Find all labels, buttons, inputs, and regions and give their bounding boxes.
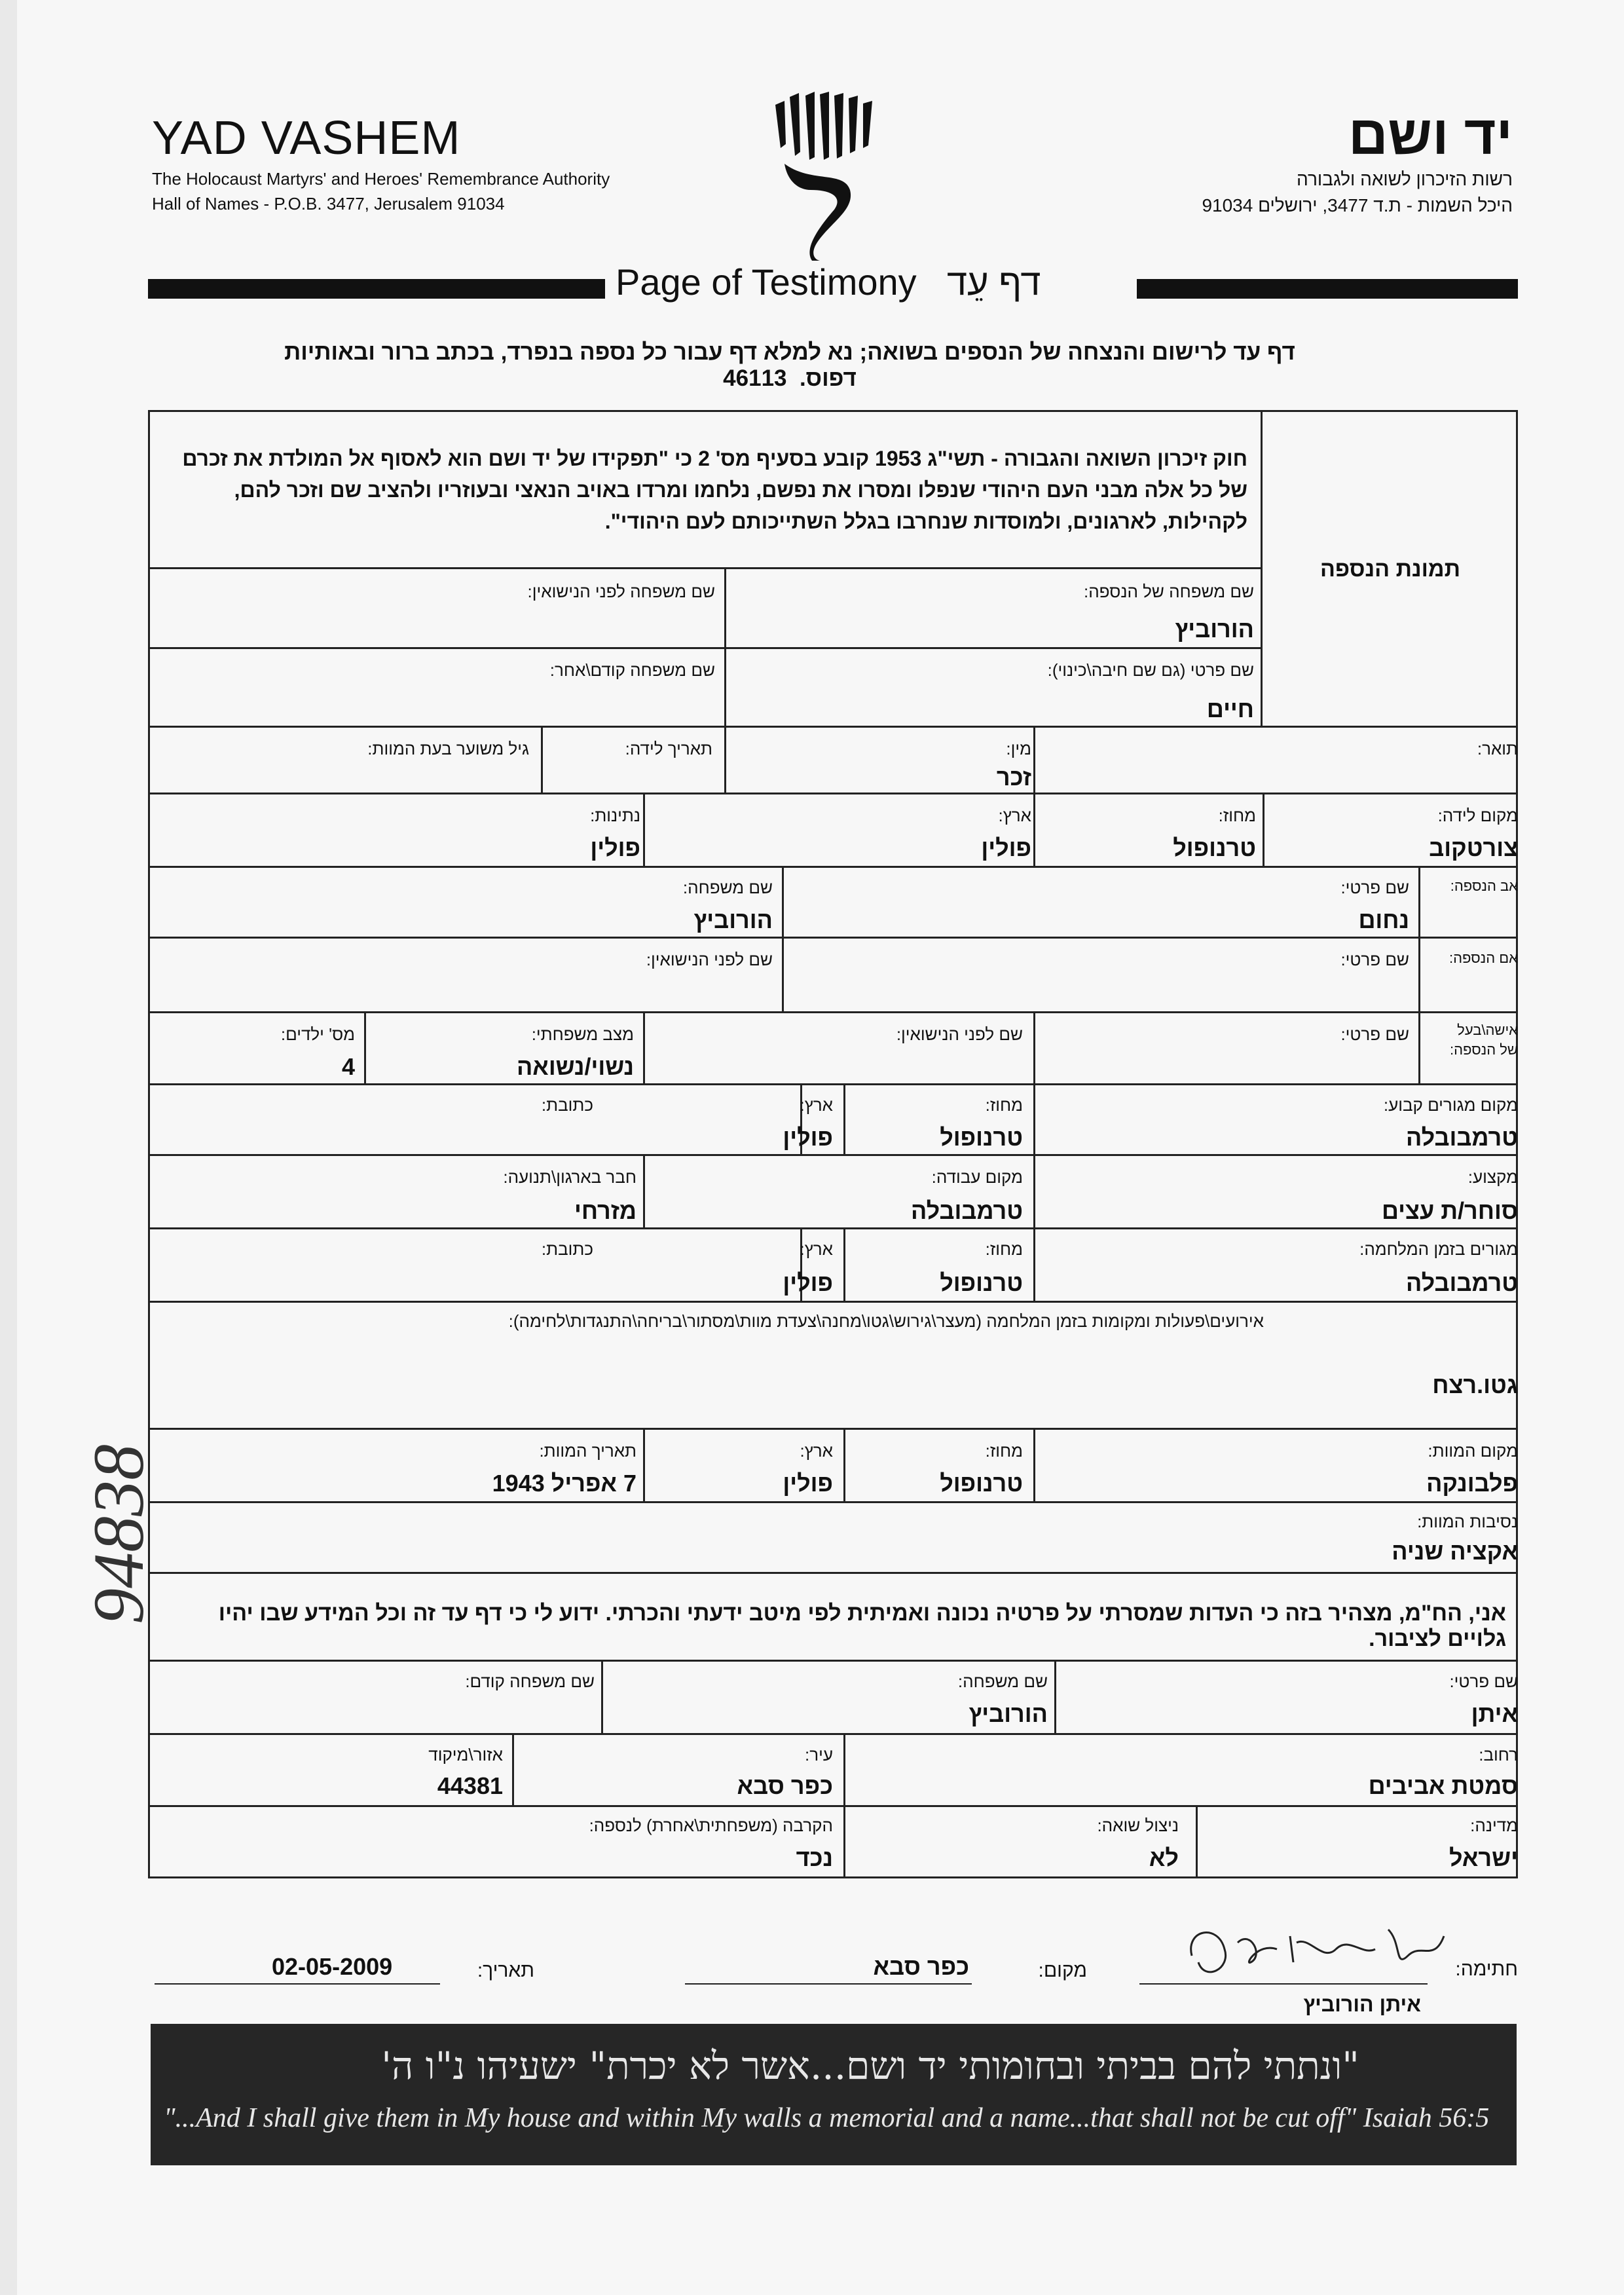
death-date-label: תאריך המוות:: [539, 1441, 637, 1461]
col-line: [643, 1011, 645, 1085]
mother-maiden-label: שם לפני הנישואין:: [646, 950, 773, 969]
zip-label: אזור\מיקוד: [428, 1745, 503, 1764]
membership-label: חבר בארגון\תנועה:: [503, 1167, 637, 1187]
col-line: [843, 1227, 845, 1302]
col-line: [724, 726, 726, 794]
col-line: [1054, 1660, 1056, 1734]
father-surname-label: שם משפחה:: [682, 878, 773, 897]
archive-number: 94838: [79, 1444, 158, 1624]
residence-label: מקום מגורים קבוע:: [1383, 1095, 1518, 1115]
spouse-maiden-label: שם לפני הנישואין:: [896, 1024, 1023, 1044]
events-label: אירועים\פעולות ומקומות בזמן המלחמה (מעצר\גירוש\גטו\מחנה\צעדת מוות\מסתור\בריחה\התנגדות\לחימה):: [508, 1311, 1264, 1331]
residence-address-label: כתובת:: [541, 1095, 593, 1115]
birth-country[interactable]: פולין: [981, 834, 1031, 861]
place-line: [685, 1983, 972, 1985]
marital-status-label: מצב משפחתי:: [531, 1024, 634, 1044]
father-row-label: אב הנספה:: [1450, 878, 1518, 894]
gender-label: מין:: [1006, 739, 1031, 758]
row-line: [148, 1227, 1518, 1229]
submitter-surname-label: שם משפחה:: [957, 1671, 1048, 1691]
yad-vashem-logo: [771, 92, 876, 262]
victim-first-label: שם פרטי (גם שם חיבה\כינוי):: [1047, 660, 1254, 680]
wartime-residence[interactable]: טרמבובלה: [1406, 1269, 1518, 1296]
title-label: תואר:: [1477, 739, 1518, 758]
row-line: [148, 1733, 1518, 1735]
declaration: אני, הח"מ, מצהיר בזה כי העדות שמסרתי על פרטיה נכונה ואמיתית לפי מיטב ידעתי והכרתי. ידוע לי כי דף עד זה וכל המידע שבו יהיו גלויים לציבור.: [218, 1601, 1506, 1651]
row-line: [148, 866, 1518, 868]
submitter-prev-surname-label: שם משפחה קודם:: [465, 1671, 595, 1691]
org-name-he: יד ושם: [1348, 104, 1513, 166]
street[interactable]: סמטת אביבים: [1368, 1772, 1518, 1799]
victim-surname[interactable]: הורוביץ: [1175, 616, 1254, 643]
submitter-surname[interactable]: הורוביץ: [969, 1700, 1048, 1727]
col-line: [843, 1805, 845, 1878]
row-line: [148, 567, 1261, 569]
father-first-name[interactable]: נחום: [1358, 906, 1409, 933]
quote-hebrew: "ונתתי להם בביתי ובחומותי יד ושם...אשר לא יכרת" ישעיהו נ"ו ה': [381, 2043, 1359, 2088]
death-place[interactable]: פלבונקה: [1426, 1470, 1518, 1497]
photo-label: תמונת הנספה: [1320, 557, 1460, 582]
submitter-first-label: שם פרטי:: [1449, 1671, 1518, 1691]
wartime-address-label: כתובת:: [541, 1239, 593, 1259]
place-label: מקום:: [1038, 1960, 1087, 1981]
row-line: [148, 937, 1518, 939]
photo-divider: [1261, 410, 1263, 727]
death-circumstances[interactable]: אקציה שניה: [1392, 1538, 1518, 1565]
wartime-country-label: ארץ:: [800, 1239, 833, 1259]
victim-gender[interactable]: זכר: [996, 764, 1031, 791]
relation[interactable]: נכד: [796, 1844, 833, 1871]
death-date[interactable]: 7 אפריל 1943: [492, 1470, 637, 1497]
photo-area[interactable]: [1264, 413, 1517, 724]
death-district[interactable]: טרנופול: [940, 1470, 1023, 1497]
residence-country[interactable]: פולין: [783, 1124, 833, 1151]
victim-prev-surname-label: שם משפחה קודם\אחר:: [549, 660, 715, 680]
birthplace-label: מקום לידה:: [1437, 806, 1518, 825]
row-line: [148, 726, 1518, 728]
membership[interactable]: מזרחי: [574, 1197, 637, 1224]
wartime-residence-label: מגורים בזמן המלחמה:: [1359, 1239, 1518, 1259]
city[interactable]: כפר סבא: [737, 1772, 833, 1799]
col-line: [601, 1660, 603, 1734]
residence[interactable]: טרמבובלה: [1406, 1124, 1518, 1151]
profession[interactable]: סוחר/ת עצים: [1381, 1197, 1518, 1224]
row-line: [148, 647, 1261, 649]
birth-district[interactable]: טרנופול: [1173, 834, 1256, 861]
signature-line: [1139, 1983, 1428, 1985]
marital-status[interactable]: נשוי/נשואה: [516, 1053, 634, 1080]
signature-date[interactable]: 02-05-2009: [272, 1953, 393, 1980]
wartime-district[interactable]: טרנופול: [940, 1269, 1023, 1296]
signature-label: חתימה:: [1455, 1958, 1518, 1980]
city-label: עיר:: [805, 1745, 833, 1764]
row-line: [148, 1428, 1518, 1430]
submitter-first-name[interactable]: איתן: [1471, 1700, 1518, 1727]
relation-label: הקרבה (משפחתית\אחרת) לנספה:: [589, 1816, 833, 1835]
wartime-country[interactable]: פולין: [783, 1269, 833, 1296]
date-line: [155, 1983, 440, 1985]
col-line: [843, 1733, 845, 1806]
col-line: [364, 1011, 366, 1085]
row-line: [148, 1011, 1518, 1013]
instructions: דף עד לרישום והנצחה של הנספים בשואה; נא למלא דף עבור כל נספה בנפרד, בכתב ברור ובאותיות דפוס. 46113: [284, 339, 1295, 391]
row-line: [148, 1301, 1518, 1303]
org-subtitle-en: The Holocaust Martyrs' and Heroes' Remembrance Authority: [152, 169, 610, 189]
page-title-en: Page of Testimony: [616, 261, 917, 303]
col-line: [843, 1428, 845, 1502]
col-line: [541, 726, 543, 794]
col-line: [1033, 726, 1035, 794]
survivor-label: ניצול שואה:: [1097, 1816, 1179, 1835]
form-number: 46113: [723, 365, 787, 391]
mother-row-label: אם הנספה:: [1449, 950, 1518, 966]
col-line: [724, 567, 726, 727]
signature-place[interactable]: כפר סבא: [873, 1953, 969, 1980]
nationality-label: נתינות:: [590, 806, 640, 825]
birth-district-label: מחוז:: [1218, 806, 1256, 825]
survivor[interactable]: לא: [1149, 1844, 1179, 1871]
wartime-district-label: מחוז:: [985, 1239, 1023, 1259]
spouse-first-label: שם פרטי:: [1340, 1024, 1409, 1044]
residence-district[interactable]: טרנופול: [940, 1124, 1023, 1151]
workplace[interactable]: טרמבובלה: [911, 1197, 1023, 1224]
col-line: [1196, 1805, 1198, 1878]
quote-english: "...And I shall give them in My house and within My walls a memorial and a name...that shall not be cut off" Isaiah 56:5: [164, 2103, 1490, 2133]
col-line: [843, 1083, 845, 1155]
children-label: מס' ילדים:: [280, 1024, 355, 1044]
scan-edge: [0, 0, 17, 2295]
birth-date-label: תאריך לידה:: [625, 739, 712, 758]
col-line: [1033, 793, 1035, 867]
victim-first-name[interactable]: חיים: [1206, 696, 1254, 722]
country-label: מדינה:: [1470, 1816, 1518, 1835]
col-line: [1263, 793, 1264, 867]
col-line: [782, 866, 784, 1011]
death-place-label: מקום המוות:: [1428, 1441, 1518, 1461]
org-address-he: היכל השמות - ת.ד 3477, ירושלים 91034: [1202, 195, 1513, 215]
birth-country-label: ארץ:: [998, 806, 1031, 825]
nationality[interactable]: פולין: [590, 834, 640, 861]
death-country[interactable]: פולין: [783, 1470, 833, 1497]
zip[interactable]: 44381: [437, 1772, 503, 1799]
victim-surname-label: שם משפחה של הנספה:: [1083, 582, 1254, 601]
page-title-he: דף עֵד: [947, 261, 1041, 303]
org-address-en: Hall of Names - P.O.B. 3477, Jerusalem 91034: [152, 194, 505, 214]
age-label: גיל משוער בעת המוות:: [367, 739, 529, 758]
row-line: [148, 1805, 1518, 1807]
victim-maiden-label: שם משפחה לפני הנישואין:: [527, 582, 715, 601]
col-line: [1418, 866, 1420, 1085]
residence-district-label: מחוז:: [985, 1095, 1023, 1115]
workplace-label: מקום עבודה:: [931, 1167, 1023, 1187]
father-first-label: שם פרטי:: [1340, 878, 1409, 897]
signer-name: איתן הורוביץ: [1303, 1992, 1421, 2016]
row-line: [148, 1083, 1518, 1085]
spouse-row-label-2: של הנספה:: [1449, 1041, 1518, 1058]
mother-first-label: שם פרטי:: [1340, 950, 1409, 969]
residence-country-label: ארץ:: [800, 1095, 833, 1115]
org-subtitle-he: רשות הזיכרון לשואה ולגבורה: [1297, 169, 1513, 189]
handwritten-signature: [1179, 1916, 1454, 1988]
row-line: [148, 1501, 1518, 1503]
row-line: [148, 1660, 1518, 1662]
row-line: [148, 793, 1518, 794]
col-line: [643, 1154, 645, 1229]
law-text: חוק זיכרון השואה והגבורה - תשי"ג 1953 קובע בסעיף מס' 2 כי "תפקידו של יד ושם הוא לאסוף אל המולדת את זכרם של כל אלה מבני העם היהודי שנפלו ומסרו את נפשם, נלחמו ומרדו באויב הנאצי ובעוזריו ולהציב שם וזכר להם, לקהילות, לארגונים, ולמוסדות שנחרבו בגלל השתייכותם לעם היהודי".: [182, 447, 1247, 533]
col-line: [512, 1733, 514, 1806]
col-line: [1033, 1154, 1035, 1229]
col-line: [1033, 1011, 1035, 1085]
street-label: רחוב:: [1479, 1745, 1518, 1764]
col-line: [643, 1428, 645, 1502]
col-line: [1033, 1083, 1035, 1155]
country[interactable]: ישראל: [1449, 1844, 1518, 1871]
profession-label: מקצוע:: [1467, 1167, 1518, 1187]
header-bar-left: [148, 279, 605, 299]
death-circumstances-label: נסיבות המוות:: [1417, 1512, 1518, 1531]
col-line: [1033, 1227, 1035, 1302]
death-country-label: ארץ:: [800, 1441, 833, 1461]
row-line: [148, 1154, 1518, 1156]
col-line: [643, 793, 645, 867]
date-label: תאריך:: [477, 1960, 534, 1981]
col-line: [1033, 1428, 1035, 1502]
death-district-label: מחוז:: [985, 1441, 1023, 1461]
org-name-en: YAD VASHEM: [152, 112, 461, 164]
father-surname[interactable]: הורוביץ: [693, 906, 773, 933]
header-bar-right: [1137, 279, 1518, 299]
row-line: [148, 1572, 1518, 1574]
quote-banner: [151, 2024, 1517, 2165]
spouse-row-label: אישה\בעל: [1457, 1022, 1518, 1038]
children-count[interactable]: 4: [341, 1053, 355, 1080]
birthplace[interactable]: צורטקוב: [1429, 834, 1518, 861]
events[interactable]: גטו.רצח: [1432, 1371, 1518, 1398]
